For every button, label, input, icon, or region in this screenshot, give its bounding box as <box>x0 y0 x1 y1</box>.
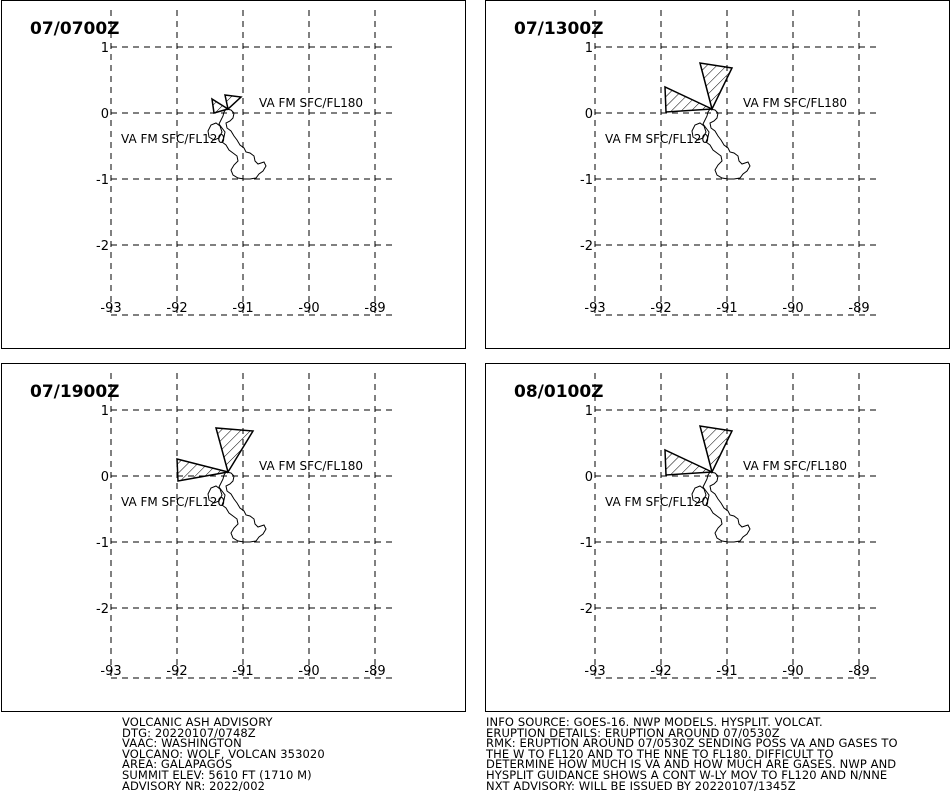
advisory-dtg: DTG: 20220107/0748Z <box>122 725 256 740</box>
ash-label-fl120: VA FM SFC/FL120 <box>605 132 709 146</box>
longitude-tick-label: -91 <box>716 664 738 679</box>
remarks-line-4: HYSPLIT GUIDANCE SHOWS A CONT W-LY MOV TO FL120 AND N/NNE <box>486 767 888 782</box>
longitude-tick-label: -93 <box>584 301 606 316</box>
info-source: INFO SOURCE: GOES-16. NWP MODELS. HYSPLIT. VOLCAT. <box>486 715 823 729</box>
next-advisory: NXT ADVISORY: WILL BE ISSUED BY 20220107/1345Z <box>486 778 796 793</box>
forecast-time-label: 07/0700Z <box>30 19 120 39</box>
ash-cloud-polygon <box>225 95 241 109</box>
latitude-tick-label: 1 <box>584 41 593 56</box>
map-panel <box>486 364 950 712</box>
longitude-tick-label: -93 <box>584 664 606 679</box>
latitude-tick-label: -1 <box>580 536 593 551</box>
forecast-time-label: 07/1300Z <box>514 19 604 39</box>
ash-label-fl120: VA FM SFC/FL120 <box>605 495 709 509</box>
latitude-tick-label: 0 <box>584 107 593 122</box>
longitude-tick-label: -90 <box>782 301 804 316</box>
latitude-tick-label: -2 <box>580 239 593 254</box>
longitude-tick-label: -93 <box>100 664 122 679</box>
advisory-vaac: VAAC: WASHINGTON <box>122 736 242 751</box>
latitude-tick-label: -2 <box>96 602 109 617</box>
longitude-tick-label: -89 <box>364 664 386 679</box>
latitude-tick-label: 0 <box>100 107 109 122</box>
longitude-tick-label: -92 <box>166 664 188 679</box>
map-panel <box>2 364 466 712</box>
panel-frame <box>2 1 466 349</box>
latitude-tick-label: -1 <box>96 536 109 551</box>
latitude-tick-label: 1 <box>100 41 109 56</box>
longitude-tick-label: -90 <box>782 664 804 679</box>
latitude-tick-label: 0 <box>584 470 593 485</box>
advisory-area: AREA: GALAPAGOS <box>122 757 233 772</box>
advisory-left-block <box>122 717 325 791</box>
longitude-tick-label: -89 <box>848 301 870 316</box>
latitude-tick-label: -1 <box>96 173 109 188</box>
map-panel <box>2 1 466 349</box>
panel-frame <box>2 364 466 712</box>
longitude-tick-label: -93 <box>100 301 122 316</box>
longitude-tick-label: -91 <box>232 664 254 679</box>
longitude-tick-label: -89 <box>848 664 870 679</box>
remarks-line-2: THE W TO FL120 AND TO THE NNE TO FL180. DIFFICULT TO <box>486 746 834 761</box>
eruption-details: ERUPTION DETAILS: ERUPTION AROUND 07/0530Z <box>486 725 780 740</box>
longitude-tick-label: -92 <box>166 301 188 316</box>
advisory-volcano: VOLCANO: WOLF, VOLCAN 353020 <box>122 746 325 761</box>
latitude-tick-label: 1 <box>100 404 109 419</box>
ash-label-fl120: VA FM SFC/FL120 <box>121 495 225 509</box>
remarks-line-3: DETERMINE HOW MUCH IS VA AND HOW MUCH ARE GASES. NWP AND <box>486 757 897 772</box>
ash-label-fl180: VA FM SFC/FL180 <box>743 96 847 110</box>
forecast-time-label: 07/1900Z <box>30 382 120 402</box>
latitude-tick-label: -2 <box>96 239 109 254</box>
latitude-tick-label: -1 <box>580 173 593 188</box>
map-panel <box>486 1 950 349</box>
ash-label-fl180: VA FM SFC/FL180 <box>259 459 363 473</box>
ash-cloud-polygon <box>665 450 712 475</box>
longitude-tick-label: -89 <box>364 301 386 316</box>
advisory-title: VOLCANIC ASH ADVISORY <box>122 715 273 729</box>
advisory-summit-elev: SUMMIT ELEV: 5610 FT (1710 M) <box>122 767 312 782</box>
ash-cloud-polygon <box>177 459 228 481</box>
panel-frame <box>486 1 950 349</box>
ash-cloud-polygon <box>216 428 253 472</box>
advisory-number: ADVISORY NR: 2022/002 <box>122 778 266 793</box>
advisory-right-block <box>486 717 898 791</box>
remarks-line-1: RMK: ERUPTION AROUND 07/0530Z SENDING POSS VA AND GASES TO <box>486 736 898 751</box>
ash-label-fl120: VA FM SFC/FL120 <box>121 132 225 146</box>
ash-label-fl180: VA FM SFC/FL180 <box>259 96 363 110</box>
longitude-tick-label: -90 <box>298 664 320 679</box>
longitude-tick-label: -92 <box>650 664 672 679</box>
longitude-tick-label: -90 <box>298 301 320 316</box>
longitude-tick-label: -92 <box>650 301 672 316</box>
ash-cloud-polygon <box>665 87 712 112</box>
ash-label-fl180: VA FM SFC/FL180 <box>743 459 847 473</box>
longitude-tick-label: -91 <box>232 301 254 316</box>
latitude-tick-label: 0 <box>100 470 109 485</box>
latitude-tick-label: -2 <box>580 602 593 617</box>
longitude-tick-label: -91 <box>716 301 738 316</box>
panel-frame <box>486 364 950 712</box>
latitude-tick-label: 1 <box>584 404 593 419</box>
forecast-time-label: 08/0100Z <box>514 382 604 402</box>
